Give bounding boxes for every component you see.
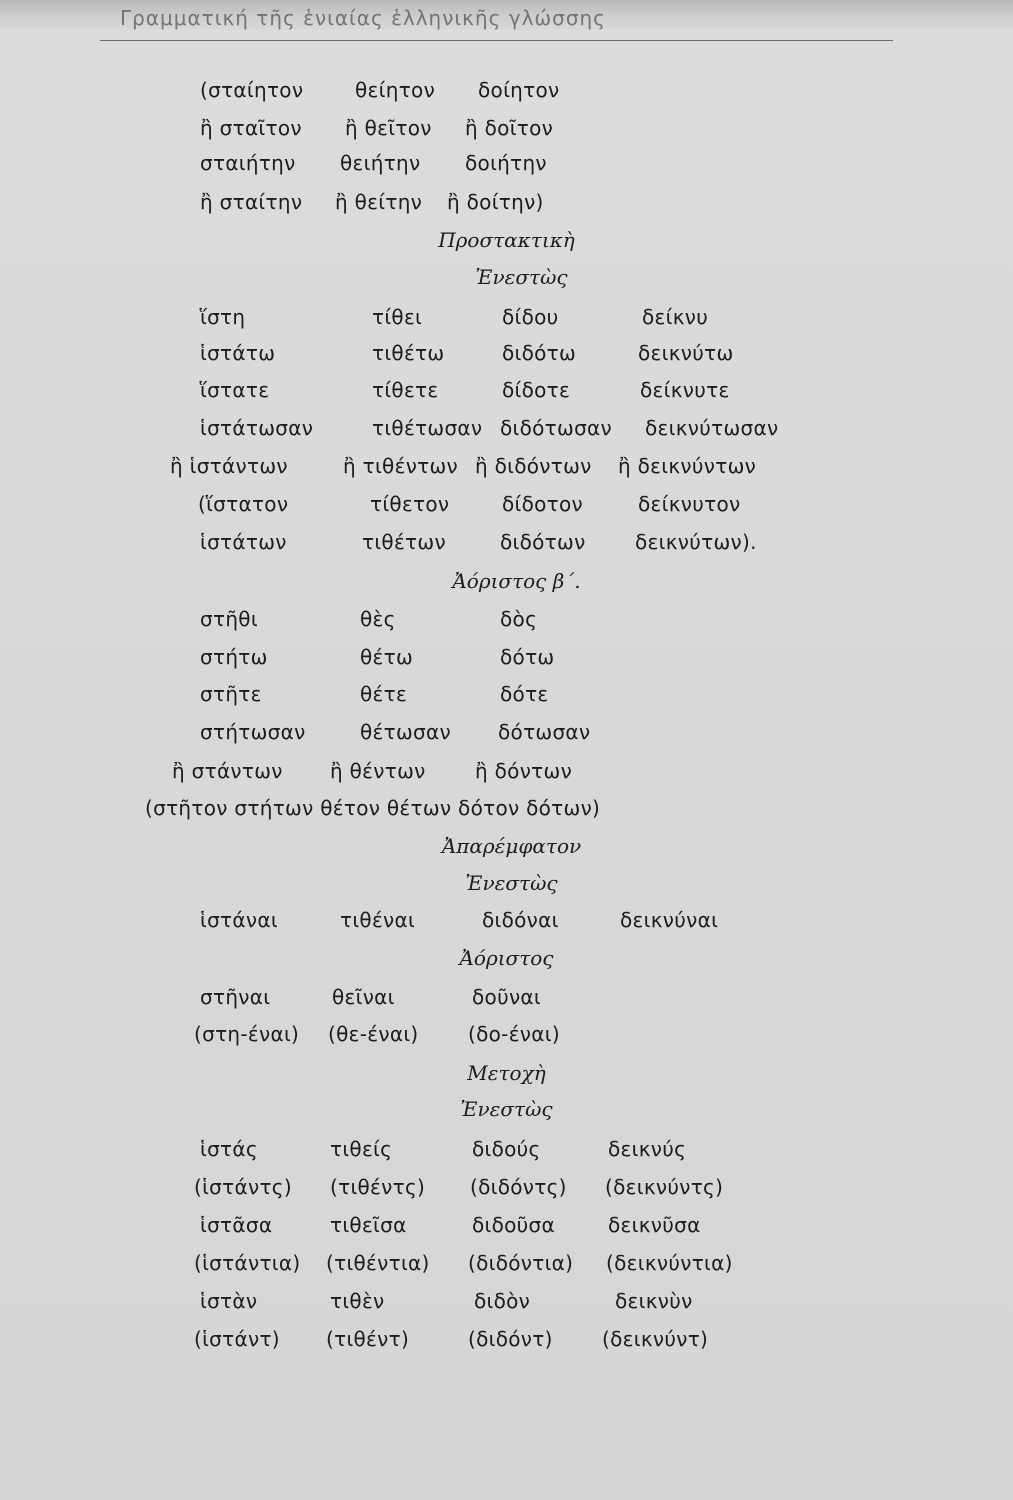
form-cell: (σταίητον [200,78,304,102]
subheading-aorist: Ἀόριστος [459,946,554,970]
table-row [0,1248,1013,1278]
subheading-present: Ἐνεστὼς [465,871,558,895]
table-row [0,302,1013,332]
form-cell: (δεικνύντς) [605,1175,724,1199]
form-cell: δεικνὺν [615,1289,693,1313]
form-cell: ἵστατε [200,378,270,402]
form-cell: ἢ δεικνύντων [618,454,757,478]
form-cell: διδότωσαν [500,416,612,440]
form-cell: (θε-έναι) [328,1022,419,1046]
form-cell: τιθείς [330,1137,393,1161]
form-cell: τίθετον [370,492,450,516]
running-head: Γραμματική τῆς ἑνιαίας ἑλληνικῆς γλώσσης [120,6,606,30]
form-cell: δεικνύναι [620,908,719,932]
form-cell: θέτε [360,682,408,706]
form-cell: ἢ ἱστάντων [170,454,288,478]
form-cell: δεικνύτων). [635,530,757,554]
form-cell: δοῦναι [472,985,541,1009]
form-cell: (ἱστάντια) [194,1251,301,1275]
form-cell: στῆθι [200,607,258,631]
form-cell: στῆναι [200,985,271,1009]
form-cell: δεικνῦσα [608,1213,701,1237]
form-cell: δίδοτον [502,492,584,516]
form-cell: ἢ σταίτην [200,190,303,214]
form-cell: διδότω [502,341,577,365]
form-cell: διδότων [500,530,586,554]
table-row [0,451,1013,481]
table-row [0,1172,1013,1202]
form-cell: δεικνύτω [638,341,734,365]
form-cell: δείκνυτε [640,378,730,402]
form-cell: ἱστάτωσαν [200,416,314,440]
table-row [0,717,1013,747]
table-row [0,1134,1013,1164]
form-cell: ἢ θεῖτον [345,116,432,140]
table-row [0,1019,1013,1049]
form-cell: ἱστᾶσα [200,1213,273,1237]
form-cell: (τιθέντς) [330,1175,426,1199]
form-cell: (ἵστατον [198,492,289,516]
table-row [0,489,1013,519]
form-cell: τιθέτωσαν [372,416,483,440]
form-cell: (δεικνύντ) [602,1327,709,1351]
form-cell: ἱστάς [200,1137,258,1161]
form-cell: δὸς [500,607,538,631]
header-rule [100,40,893,41]
form-cell: ἢ θέντων [330,759,426,783]
subheading-present: Ἐνεστὼς [460,1097,553,1121]
form-cell: ἱστάναι [200,908,278,932]
table-row [0,148,1013,178]
form-cell: ἢ σταῖτον [200,116,302,140]
form-cell: ἢ τιθέντων [343,454,459,478]
text-line: (στῆτον στήτων θέτον θέτων δότον δότων) [145,796,601,820]
form-cell: (διδόντ) [468,1327,553,1351]
form-cell: θὲς [360,607,396,631]
form-cell: δεικνύτωσαν [645,416,779,440]
table-row [0,1286,1013,1316]
form-cell: θειήτην [340,151,421,175]
form-cell: τιθέτω [372,341,445,365]
form-cell: δοιήτην [465,151,547,175]
form-cell: ἢ θείτην [335,190,423,214]
form-cell: ἢ δοῖτον [465,116,554,140]
form-cell: δότω [500,645,555,669]
form-cell: τιθεῖσα [330,1213,407,1237]
section-heading-imperative: Προστακτικὴ [438,228,575,252]
form-cell: τιθέτων [362,530,446,554]
form-cell: ἢ δοίτην) [447,190,544,214]
form-cell: θέτωσαν [360,720,451,744]
form-cell: δοίητον [478,78,560,102]
form-cell: δίδου [502,305,559,329]
form-cell: (δεικνύντια) [606,1251,733,1275]
form-cell: θείητον [355,78,436,102]
form-cell: (δο-έναι) [468,1022,560,1046]
section-heading-infinitive: Ἀπαρέμφατον [441,834,582,858]
form-cell: τιθὲν [330,1289,385,1313]
subheading-aorist-b: Ἀόριστος β΄. [452,569,581,593]
form-cell: τιθέναι [340,908,416,932]
table-row [0,642,1013,672]
table-row [0,113,1013,143]
form-cell: διδούς [472,1137,541,1161]
form-cell: ἱστάτων [200,530,287,554]
form-cell: ἢ στάντων [172,759,283,783]
table-row [0,375,1013,405]
form-cell: ἢ διδόντων [475,454,592,478]
table-row [0,1210,1013,1240]
form-cell: ἱστὰν [200,1289,258,1313]
form-cell: (διδόντια) [468,1251,574,1275]
form-cell: ἢ δόντων [475,759,573,783]
table-row [0,604,1013,634]
form-cell: (στη-έναι) [194,1022,300,1046]
table-row [0,982,1013,1012]
table-row [0,75,1013,105]
table-row [0,527,1013,557]
form-cell: (τιθέντια) [326,1251,430,1275]
form-cell: δείκνυτον [638,492,741,516]
form-cell: διδόναι [482,908,559,932]
table-row [0,187,1013,217]
table-row [0,338,1013,368]
form-cell: διδὸν [474,1289,531,1313]
section-heading-participle: Μετοχὴ [467,1061,546,1085]
form-cell: ἱστάτω [200,341,276,365]
form-cell: δότε [500,682,549,706]
form-cell: τίθετε [372,378,439,402]
table-row [0,756,1013,786]
form-cell: δείκνυ [642,305,709,329]
form-cell: θεῖναι [332,985,395,1009]
form-cell: δίδοτε [502,378,571,402]
form-cell: δότωσαν [498,720,591,744]
form-cell: στῆτε [200,682,262,706]
table-row [0,905,1013,935]
form-cell: δεικνύς [608,1137,687,1161]
form-cell: διδοῦσα [472,1213,556,1237]
form-cell: σταιήτην [200,151,296,175]
form-cell: (ἱστάντς) [194,1175,292,1199]
form-cell: (τιθέντ) [326,1327,410,1351]
form-cell: θέτω [360,645,414,669]
table-row [0,1324,1013,1354]
form-cell: τίθει [372,305,423,329]
form-cell: στήτωσαν [200,720,306,744]
form-cell: στήτω [200,645,268,669]
table-row [0,413,1013,443]
subheading-present: Ἐνεστὼς [475,265,568,289]
form-cell: (διδόντς) [470,1175,567,1199]
form-cell: ἵστη [200,305,246,329]
table-row [0,679,1013,709]
table-row [0,793,1013,823]
form-cell: (ἱστάντ) [194,1327,280,1351]
